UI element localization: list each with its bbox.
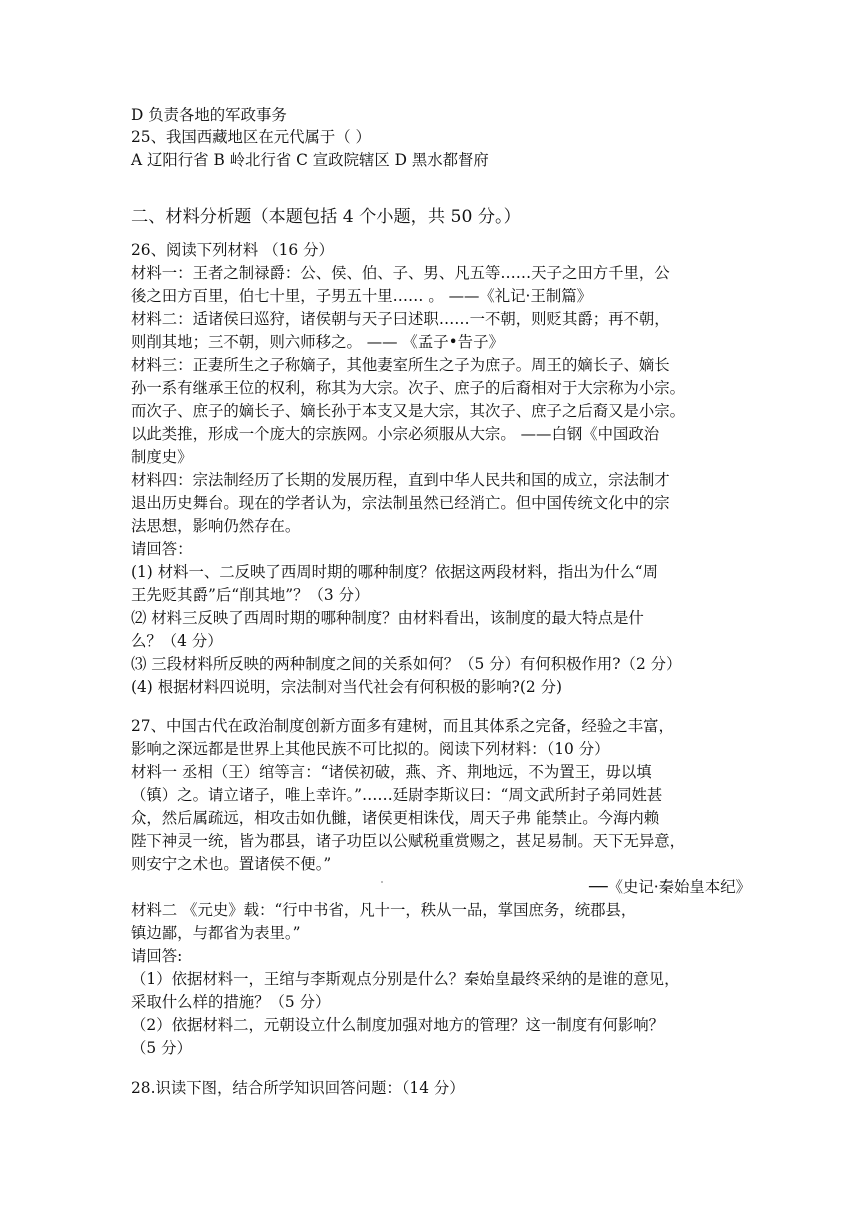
material-line: 材料三：正妻所生之子称嫡子，其他妻室所生之子为庶子。周王的嫡长子、嫡长: [131, 356, 670, 374]
material-line: 材料一：王者之制禄爵：公、侯、伯、子、男、凡五等……天子之田方千里，公: [131, 264, 670, 282]
sub-question-line: ⑶ 三段材料所反映的两种制度之间的关系如何？（5 分）有何积极作用?（2 分）: [131, 655, 682, 673]
material-line: 以此类推，形成一个庞大的宗族网。小宗必须服从大宗。 ——白钢《中国政治: [131, 425, 660, 443]
material-line: 则削其地；三不朝，则六师移之。 —— 《孟子•告子》: [131, 333, 504, 351]
material-line: 众，然后属疏远，相攻击如仇雠，诸侯更相诛伐，周天子弗 能禁止。今海内赖: [131, 809, 660, 827]
sub-question-line: 王先贬其爵”后“削其地”？（3 分）: [131, 586, 370, 604]
sub-question-line: ⑵ 材料三反映了西周时期的哪种制度？由材料看出，该制度的最大特点是什: [131, 609, 644, 627]
answer-prompt: 请回答:: [131, 947, 183, 965]
material-line: 法思想，影响仍然存在。: [131, 517, 301, 535]
citation: ──《史记·秦始皇本纪》: [589, 878, 751, 896]
material-line: 孙一系有继承王位的权利，称其为大宗。次子、庶子的后裔相对于大宗称为小宗。: [131, 379, 686, 397]
sub-question-line: (4) 根据材料四说明，宗法制对当代社会有何积极的影响?(2 分): [131, 678, 563, 696]
option-d-line: D 负责各地的军政事务: [131, 106, 287, 124]
material-line: 退出历史舞台。现在的学者认为，宗法制虽然已经消亡。但中国传统文化中的宗: [131, 494, 670, 512]
sub-question-line: （1）依据材料一，王绾与李斯观点分别是什么？秦始皇最终采纳的是谁的意见，: [131, 970, 680, 988]
material-line: 镇边鄙，与都省为表里。”: [131, 924, 301, 942]
material-line: 制度史》: [131, 448, 193, 466]
material-line: 材料四：宗法制经历了长期的发展历程，直到中华人民共和国的成立，宗法制才: [131, 471, 670, 489]
sub-question-line: （2）依据材料二，元朝设立什么制度加强对地方的管理？这一制度有何影响？: [131, 1016, 665, 1034]
material-line: 材料二：适诸侯曰巡狩，诸侯朝与天子曰述职……一不朝，则贬其爵；再不朝，: [131, 310, 670, 328]
material-line: 陛下神灵一统，皆为郡县，诸子功臣以公赋税重赏赐之，甚足易制。天下无异意，: [131, 832, 686, 850]
material-line: （镇）之。请立诸子，唯上幸许。”……廷尉李斯议曰：“周文武所封子弟同姓甚: [131, 786, 663, 804]
sub-question-line: 么？（4 分）: [131, 632, 223, 650]
question-25-options: A 辽阳行省 B 岭北行省 C 宣政院辖区 D 黑水都督府: [131, 151, 489, 169]
sub-question-line: （5 分）: [131, 1039, 192, 1057]
question-27: 27、中国古代在政治制度创新方面多有建树，而且其体系之完备，经验之丰富，: [131, 717, 674, 735]
material-line: 则安宁之术也。置诸侯不便。”: [131, 855, 332, 873]
question-26: 26、阅读下列材料 （16 分）: [131, 241, 334, 259]
material-line: 而次子、庶子的嫡长子、嫡长孙于本支又是大宗，其次子、庶子之后裔又是小宗。: [131, 402, 686, 420]
material-line: 後之田方百里，伯七十里，子男五十里…… 。 ——《礼记·王制篇》: [131, 287, 593, 305]
question-25: 25、我国西藏地区在元代属于（ ）: [131, 128, 371, 146]
answer-prompt: 请回答：: [131, 540, 193, 558]
question-27-line: 影响之深远都是世界上其他民族不可比拟的。阅读下列材料：（10 分）: [131, 740, 610, 758]
material-line: 材料二 《元史》载：“行中书省，凡十一，秩从一品，掌国庶务，统郡县，: [131, 901, 637, 919]
sub-question-line: 采取什么样的措施？（5 分）: [131, 993, 331, 1011]
material-line: 材料一 丞相（王）绾等言：“诸侯初破，燕、齐、荆地远，不为置王，毋以填: [131, 763, 652, 781]
section-2-heading: 二、材料分析题（本题包括 4 个小题，共 50 分。）: [131, 207, 521, 227]
question-28: 28.识读下图，结合所学知识回答问题：（14 分）: [131, 1079, 465, 1097]
sub-question-line: (1) 材料一、二反映了西周时期的哪种制度？依据这两段材料，指出为什么“周: [131, 563, 659, 581]
